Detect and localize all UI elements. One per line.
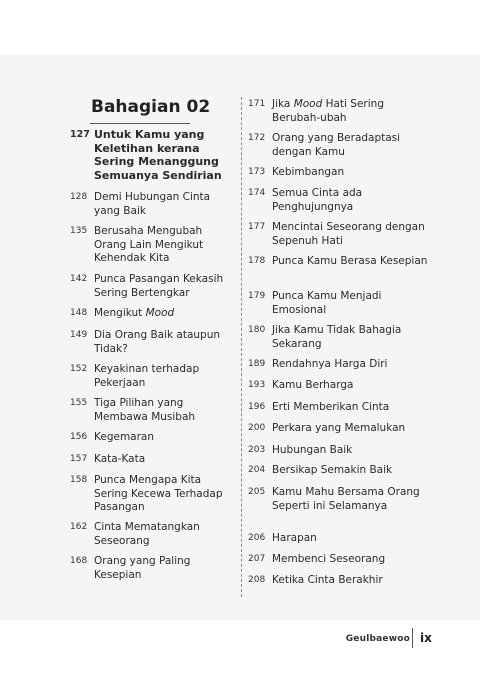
toc-entry[interactable] bbox=[248, 422, 428, 436]
toc-title: Jika Mood Hati Sering Berubah-ubah bbox=[272, 98, 384, 124]
toc-title: Demi Hubungan Cinta yang Baik bbox=[94, 191, 211, 217]
toc-title: Semua Cinta ada Penghujungnya bbox=[272, 187, 363, 213]
toc-page-number: 135 bbox=[70, 226, 88, 236]
toc-entry[interactable] bbox=[70, 453, 236, 467]
toc-title: Kata-Kata bbox=[94, 453, 146, 465]
toc-page-number: 157 bbox=[70, 454, 88, 464]
toc-entry[interactable] bbox=[248, 132, 428, 159]
toc-title: Berusaha Mengubah Orang Lain Mengikut Kehendak Kita bbox=[94, 225, 204, 264]
toc-page-number: 189 bbox=[248, 359, 266, 369]
toc-title: Kebimbangan bbox=[272, 166, 345, 178]
toc-entry[interactable] bbox=[248, 187, 428, 214]
toc-title: Mengikut Mood bbox=[94, 307, 175, 319]
toc-page-number: 177 bbox=[248, 222, 266, 232]
toc-entry[interactable] bbox=[248, 290, 428, 317]
toc-page-number: 173 bbox=[248, 167, 266, 177]
toc-page-number: 155 bbox=[70, 398, 88, 408]
toc-entry[interactable] bbox=[248, 255, 428, 269]
toc-title: Punca Pasangan Kekasih Sering Bertengkar bbox=[94, 273, 224, 299]
toc-entry[interactable] bbox=[248, 324, 428, 351]
toc-page-number: 208 bbox=[248, 575, 266, 585]
column-divider bbox=[241, 97, 242, 597]
toc-title: Tiga Pilihan yang Membawa Musibah bbox=[94, 397, 196, 423]
toc-title: Perkara yang Memalukan bbox=[272, 422, 406, 434]
toc-page-number: 206 bbox=[248, 533, 266, 543]
toc-page-number: 172 bbox=[248, 133, 266, 143]
toc-entry[interactable] bbox=[248, 166, 428, 180]
toc-page bbox=[0, 55, 480, 620]
toc-page-number: 171 bbox=[248, 99, 266, 109]
toc-title: Hubungan Baik bbox=[272, 444, 353, 456]
toc-page-number: 148 bbox=[70, 308, 88, 318]
toc-title: Harapan bbox=[272, 532, 317, 544]
toc-page-number: 149 bbox=[70, 330, 88, 340]
toc-title: Kegemaran bbox=[94, 431, 155, 443]
toc-title: Ketika Cinta Berakhir bbox=[272, 574, 383, 586]
toc-page-number: 193 bbox=[248, 380, 266, 390]
toc-title: Kamu Mahu Bersama Orang Seperti ini Selamanya bbox=[272, 486, 420, 512]
toc-entry[interactable] bbox=[248, 553, 428, 567]
toc-entry[interactable] bbox=[248, 486, 428, 513]
toc-page-number: 152 bbox=[70, 364, 88, 374]
toc-page-number: 162 bbox=[70, 522, 88, 532]
toc-entry[interactable] bbox=[70, 521, 236, 548]
footer-separator bbox=[412, 628, 413, 648]
toc-title: Orang yang Paling Kesepian bbox=[94, 555, 191, 581]
toc-title: Punca Kamu Menjadi Emosional bbox=[272, 290, 382, 316]
toc-page-number: 142 bbox=[70, 274, 88, 284]
toc-entry[interactable] bbox=[70, 273, 236, 300]
toc-page-number: 180 bbox=[248, 325, 266, 335]
toc-entry[interactable] bbox=[248, 401, 428, 415]
toc-page-number: 204 bbox=[248, 465, 266, 475]
toc-entry[interactable] bbox=[70, 363, 236, 390]
toc-title: Mencintai Seseorang dengan Sepenuh Hati bbox=[272, 221, 425, 247]
toc-entry[interactable] bbox=[70, 307, 236, 321]
toc-page-number: 179 bbox=[248, 291, 266, 301]
toc-title: Cinta Mematangkan Seseorang bbox=[94, 521, 200, 547]
footer-author: Geulbaewoo bbox=[345, 634, 410, 644]
toc-page-number: 196 bbox=[248, 402, 266, 412]
toc-entry[interactable] bbox=[248, 379, 428, 393]
toc-entry[interactable] bbox=[248, 358, 428, 372]
toc-title: Jika Kamu Tidak Bahagia Sekarang bbox=[272, 324, 402, 350]
toc-page-number: 207 bbox=[248, 554, 266, 564]
toc-entry[interactable] bbox=[248, 574, 428, 588]
toc-entry[interactable] bbox=[248, 532, 428, 546]
toc-page-number: 205 bbox=[248, 487, 266, 497]
toc-title: Dia Orang Baik ataupun Tidak? bbox=[94, 329, 221, 355]
toc-title: Kamu Berharga bbox=[272, 379, 354, 391]
toc-title: Membenci Seseorang bbox=[272, 553, 386, 565]
toc-title: Punca Mengapa Kita Sering Kecewa Terhadap Pasangan bbox=[94, 474, 223, 513]
toc-page-number: 174 bbox=[248, 188, 266, 198]
toc-title: Punca Kamu Berasa Kesepian bbox=[272, 255, 428, 267]
toc-title: Rendahnya Harga Diri bbox=[272, 358, 388, 370]
toc-entry[interactable] bbox=[70, 397, 236, 424]
toc-page-number: 128 bbox=[70, 192, 88, 202]
toc-entry[interactable] bbox=[248, 98, 428, 125]
toc-entry[interactable] bbox=[70, 555, 236, 582]
toc-page-number: 200 bbox=[248, 423, 266, 433]
toc-entry[interactable] bbox=[70, 128, 236, 182]
toc-page-number: 158 bbox=[70, 475, 88, 485]
toc-page-number: 178 bbox=[248, 256, 266, 266]
toc-entry[interactable] bbox=[248, 444, 428, 458]
toc-entry[interactable] bbox=[70, 191, 236, 218]
toc-title: Erti Memberikan Cinta bbox=[272, 401, 390, 413]
heading-underline bbox=[90, 123, 190, 124]
toc-entry[interactable] bbox=[248, 464, 428, 478]
toc-page-number: 203 bbox=[248, 445, 266, 455]
toc-page-number: 156 bbox=[70, 432, 88, 442]
toc-title: Orang yang Beradaptasi dengan Kamu bbox=[272, 132, 401, 158]
section-heading: Bahagian 02 bbox=[91, 97, 211, 117]
footer-page-number: ix bbox=[420, 631, 432, 645]
toc-page-number: 127 bbox=[70, 129, 90, 140]
toc-entry[interactable] bbox=[70, 225, 236, 266]
toc-title: Bersikap Semakin Baik bbox=[272, 464, 393, 476]
toc-entry[interactable] bbox=[70, 431, 236, 445]
toc-title: Keyakinan terhadap Pekerjaan bbox=[94, 363, 200, 389]
toc-entry[interactable] bbox=[70, 329, 236, 356]
toc-title: Untuk Kamu yang Keletihan kerana Sering Menanggung Semuanya Sendirian bbox=[94, 128, 222, 182]
toc-entry[interactable] bbox=[248, 221, 428, 248]
toc-entry[interactable] bbox=[70, 474, 236, 515]
toc-page-number: 168 bbox=[70, 556, 88, 566]
